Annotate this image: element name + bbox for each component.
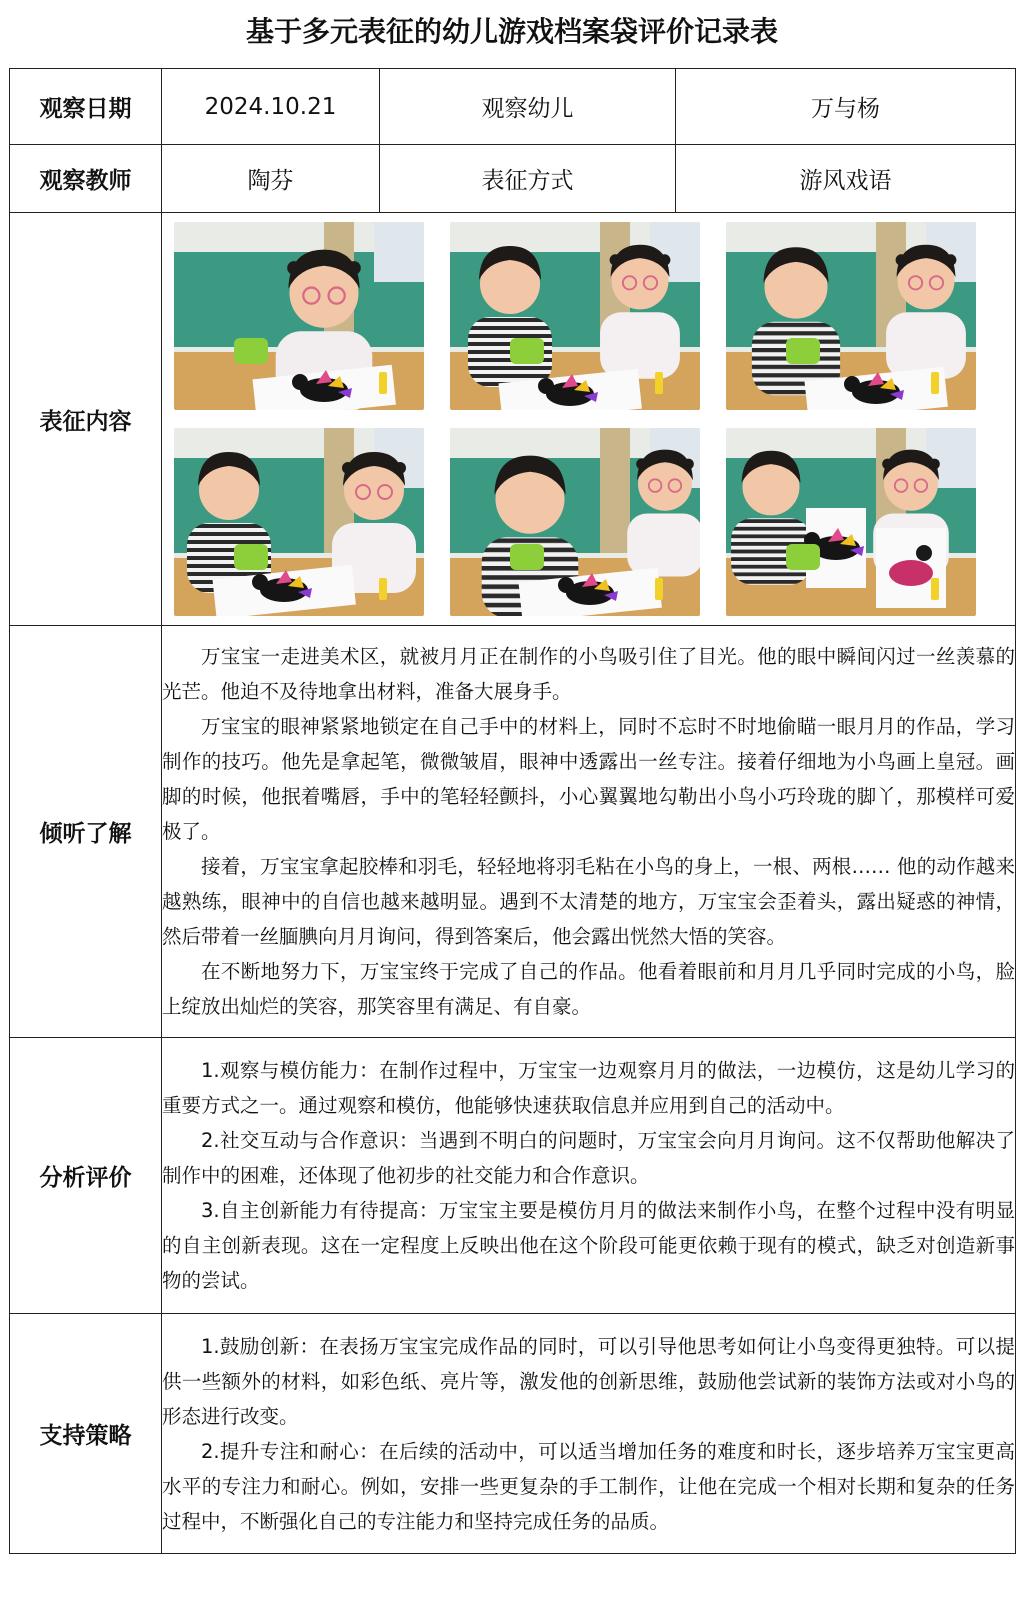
child-value: 万与杨 bbox=[676, 69, 1016, 145]
analysis-paragraph: 1.观察与模仿能力：在制作过程中，万宝宝一边观察月月的做法，一边模仿，这是幼儿学习的重要方式之一。通过观察和模仿，他能够快速获取信息并应用到自己的活动中。 bbox=[162, 1059, 1015, 1117]
support-paragraph: 2.提升专注和耐心：在后续的活动中，可以适当增加任务的难度和时长，逐步培养万宝宝更高水平的专注力和耐心。例如，安排一些更复杂的手工制作，让他在完成一个相对长期和复杂的任务过程中，不断强化自己的专注能力和坚持完成任务的品质。 bbox=[162, 1439, 1015, 1533]
child-label: 观察幼儿 bbox=[380, 69, 676, 145]
listening-paragraph: 万宝宝一走进美术区，就被月月正在制作的小鸟吸引住了目光。他的眼中瞬间闪过一丝羡慕的光芒。他迫不及待地拿出材料，准备大展身手。 bbox=[162, 645, 1015, 703]
support-paragraph: 1.鼓励创新：在表扬万宝宝完成作品的同时，可以引导他思考如何让小鸟变得更独特。可以提供一些额外的材料，如彩色纸、亮片等，激发他的创新思维，鼓励他尝试新的装饰方法或对小鸟的形态进行改变。 bbox=[162, 1334, 1015, 1428]
teacher-value: 陶芬 bbox=[162, 145, 380, 213]
date-value: 2024.10.21 bbox=[162, 69, 380, 145]
listening-paragraph: 万宝宝的眼神紧紧地锁定在自己手中的材料上，同时不忘时不时地偷瞄一眼月月的作品，学习制作的技巧。他先是拿起笔，微微皱眉，眼神中透露出一丝专注。接着仔细地为小鸟画上皇冠。画脚的时候，他抿着嘴唇，手中的笔轻轻颤抖，小心翼翼地勾勒出小鸟小巧玲珑的脚丫，那模样可爱极了。 bbox=[162, 715, 1015, 843]
row-listening bbox=[10, 626, 1016, 1038]
listening-paragraph: 接着，万宝宝拿起胶棒和羽毛，轻轻地将羽毛粘在小鸟的身上，一根、两根…… 他的动作越来越熟练，眼神中的自信也越来越明显。遇到不太清楚的地方，万宝宝会歪着头，露出疑惑的神情，然后带着一丝腼腆向月月询问，得到答案后，他会露出恍然大悟的笑容。 bbox=[162, 855, 1015, 948]
row-teacher-method bbox=[10, 145, 1016, 213]
photo-3 bbox=[726, 222, 976, 410]
photo-4 bbox=[174, 428, 424, 616]
method-label: 表征方式 bbox=[380, 145, 676, 213]
analysis-paragraph: 3.自主创新能力有待提高：万宝宝主要是模仿月月的做法来制作小鸟，在整个过程中没有明显的自主创新表现。这在一定程度上反映出他在这个阶段可能更依赖于现有的模式，缺乏对创造新事物的尝试。 bbox=[162, 1199, 1015, 1292]
row-content bbox=[10, 213, 1016, 626]
photo-cell bbox=[162, 213, 1016, 626]
listening-paragraph: 在不断地努力下，万宝宝终于完成了自己的作品。他看着眼前和月月几乎同时完成的小鸟，脸上绽放出灿烂的笑容，那笑容里有满足、有自豪。 bbox=[162, 960, 1015, 1018]
photo-6 bbox=[726, 428, 976, 616]
row-date-child bbox=[10, 69, 1016, 145]
analysis-text bbox=[162, 1038, 1016, 1314]
support-label: 支持策略 bbox=[10, 1314, 162, 1554]
analysis-label: 分析评价 bbox=[10, 1038, 162, 1314]
row-analysis bbox=[10, 1038, 1016, 1314]
photo-2 bbox=[450, 222, 700, 410]
photo-5 bbox=[450, 428, 700, 616]
record-table bbox=[9, 68, 1016, 1554]
content-label: 表征内容 bbox=[10, 213, 162, 626]
teacher-label: 观察教师 bbox=[10, 145, 162, 213]
support-text bbox=[162, 1314, 1016, 1554]
analysis-paragraph: 2.社交互动与合作意识：当遇到不明白的问题时，万宝宝会向月月询问。这不仅帮助他解决了制作中的困难，还体现了他初步的社交能力和合作意识。 bbox=[162, 1129, 1015, 1187]
date-label: 观察日期 bbox=[10, 69, 162, 145]
method-value: 游风戏语 bbox=[676, 145, 1016, 213]
photo-1 bbox=[174, 222, 424, 410]
photo-grid bbox=[162, 222, 1015, 616]
row-support bbox=[10, 1314, 1016, 1554]
listening-label: 倾听了解 bbox=[10, 626, 162, 1038]
page-title: 基于多元表征的幼儿游戏档案袋评价记录表 bbox=[245, 15, 778, 48]
listening-text bbox=[162, 626, 1016, 1038]
